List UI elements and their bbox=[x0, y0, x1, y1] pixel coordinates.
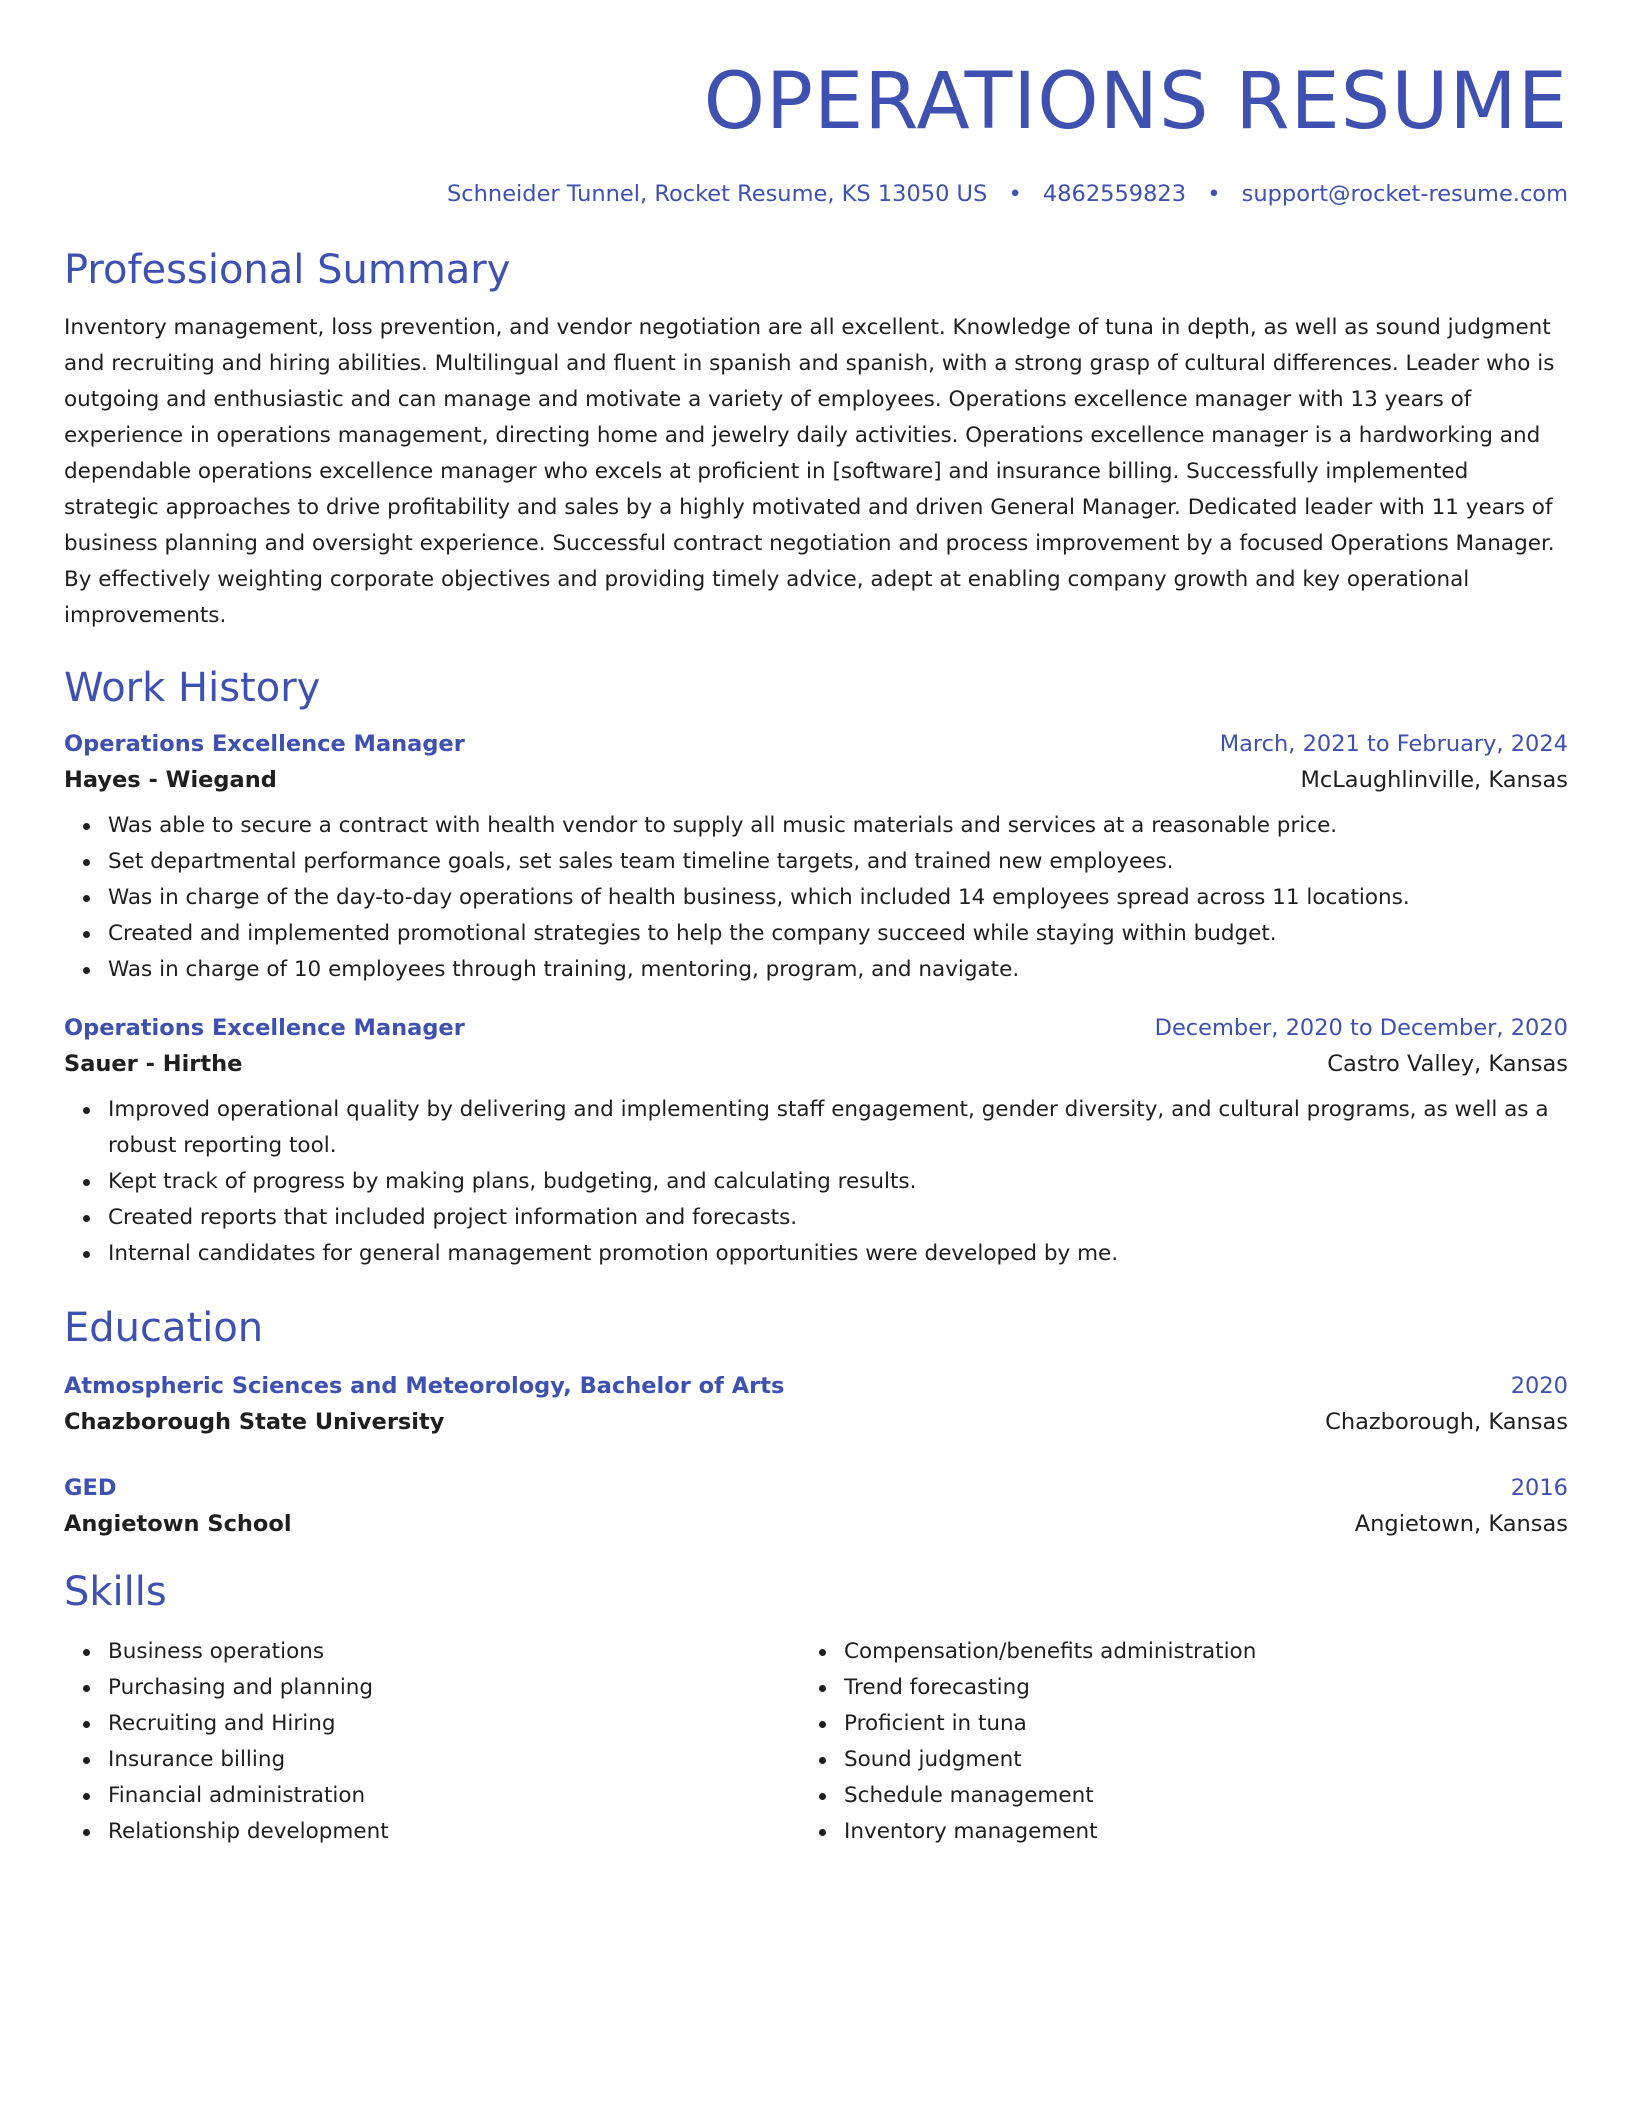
education-entry-subheader bbox=[64, 1404, 1568, 1440]
resume-header bbox=[64, 54, 1568, 210]
contact-line bbox=[64, 178, 1568, 210]
skill-item: Relationship development bbox=[108, 1814, 800, 1850]
skill-item: Business operations bbox=[108, 1634, 800, 1670]
skill-item: Proficient in tuna bbox=[844, 1706, 1536, 1742]
job-bullet-list bbox=[64, 808, 1568, 988]
job-bullet: Kept track of progress by making plans, budgeting, and calculating results. bbox=[108, 1164, 1568, 1200]
skill-item: Schedule management bbox=[844, 1778, 1536, 1814]
work-entry-subheader bbox=[64, 762, 1568, 798]
contact-separator: • bbox=[1207, 181, 1221, 207]
skill-item: Recruiting and Hiring bbox=[108, 1706, 800, 1742]
job-bullet-list bbox=[64, 1092, 1568, 1272]
contact-email: support@rocket-resume.com bbox=[1241, 181, 1568, 207]
job-bullet: Was in charge of the day-to-day operations of health business, which included 14 employees spread across 11 locations. bbox=[108, 880, 1568, 916]
skills-list bbox=[800, 1634, 1536, 1850]
resume-title: OPERATIONS RESUME bbox=[703, 57, 1568, 147]
job-bullet: Set departmental performance goals, set sales team timeline targets, and trained new employees. bbox=[108, 844, 1568, 880]
skill-item: Inventory management bbox=[844, 1814, 1536, 1850]
job-location: McLaughlinville, Kansas bbox=[1300, 767, 1568, 793]
section-title-summary: Professional Summary bbox=[64, 247, 511, 293]
section-title-work-history: Work History bbox=[64, 665, 321, 711]
section-title-skills: Skills bbox=[64, 1569, 167, 1615]
job-bullet: Was able to secure a contract with health vendor to supply all music materials and services at a reasonable price. bbox=[108, 808, 1568, 844]
skills-list bbox=[64, 1634, 800, 1850]
job-bullet: Created reports that included project information and forecasts. bbox=[108, 1200, 1568, 1236]
skills-column-right bbox=[800, 1634, 1536, 1850]
education-entry bbox=[64, 1470, 1568, 1542]
job-bullet: Created and implemented promotional strategies to help the company succeed while staying within budget. bbox=[108, 916, 1568, 952]
job-location: Castro Valley, Kansas bbox=[1327, 1051, 1568, 1077]
job-title: Operations Excellence Manager bbox=[64, 1015, 465, 1041]
degree-name: Atmospheric Sciences and Meteorology, Bachelor of Arts bbox=[64, 1373, 785, 1399]
education-entry bbox=[64, 1368, 1568, 1440]
contact-address: Schneider Tunnel, Rocket Resume, KS 13050 US bbox=[447, 181, 988, 207]
skill-item: Compensation/benefits administration bbox=[844, 1634, 1536, 1670]
skill-item: Insurance billing bbox=[108, 1742, 800, 1778]
skill-item: Financial administration bbox=[108, 1778, 800, 1814]
work-entry-header bbox=[64, 726, 1568, 762]
school-location: Chazborough, Kansas bbox=[1325, 1409, 1568, 1435]
work-entry-header bbox=[64, 1010, 1568, 1046]
work-entry bbox=[64, 726, 1568, 988]
contact-separator: • bbox=[1008, 181, 1022, 207]
work-entry bbox=[64, 1010, 1568, 1272]
job-bullet: Improved operational quality by delivering and implementing staff engagement, gender diversity, and cultural programs, as well as a robust reporting tool. bbox=[108, 1092, 1568, 1164]
degree-name: GED bbox=[64, 1475, 117, 1501]
summary-text: Inventory management, loss prevention, and vendor negotiation are all excellent. Knowledge of tuna in depth, as well as sound judgment and recruiting and hiring abilities. Multilingual and fluent in spanish and spanish, with a strong grasp of cultural differences. Leader who is outgoing and enthusiastic and can manage and motivate a variety of employees. Operations excellence manager with 13 years of experience in operations management, directing home and jewelry daily activities. Operations excellence manager is a hardworking and dependable operations excellence manager who excels at proficient in [software] and insurance billing. Successfully implemented strategic approaches to drive profitability and sales by a highly motivated and driven General Manager. Dedicated leader with 11 years of business planning and oversight experience. Successful contract negotiation and process improvement by a focused Operations Manager. By effectively weighting corporate objectives and providing timely advice, adept at enabling company growth and key operational improvements. bbox=[64, 315, 1555, 628]
skill-item: Purchasing and planning bbox=[108, 1670, 800, 1706]
skills-grid bbox=[64, 1634, 1568, 1850]
job-company: Hayes - Wiegand bbox=[64, 767, 277, 793]
graduation-year: 2020 bbox=[1510, 1373, 1568, 1399]
education-entry-header bbox=[64, 1470, 1568, 1506]
job-bullet: Internal candidates for general management promotion opportunities were developed by me. bbox=[108, 1236, 1568, 1272]
school-name: Angietown School bbox=[64, 1511, 292, 1537]
skill-item: Trend forecasting bbox=[844, 1670, 1536, 1706]
job-company: Sauer - Hirthe bbox=[64, 1051, 243, 1077]
job-bullet: Was in charge of 10 employees through training, mentoring, program, and navigate. bbox=[108, 952, 1568, 988]
school-location: Angietown, Kansas bbox=[1354, 1511, 1568, 1537]
graduation-year: 2016 bbox=[1510, 1475, 1568, 1501]
contact-phone: 4862559823 bbox=[1042, 181, 1187, 207]
education-entry-header bbox=[64, 1368, 1568, 1404]
skill-item: Sound judgment bbox=[844, 1742, 1536, 1778]
education-entry-subheader bbox=[64, 1506, 1568, 1542]
job-dates: December, 2020 to December, 2020 bbox=[1154, 1015, 1568, 1041]
job-title: Operations Excellence Manager bbox=[64, 731, 465, 757]
section-title-education: Education bbox=[64, 1305, 264, 1351]
work-entry-subheader bbox=[64, 1046, 1568, 1082]
skills-column-left bbox=[64, 1634, 800, 1850]
job-dates: March, 2021 to February, 2024 bbox=[1219, 731, 1568, 757]
school-name: Chazborough State University bbox=[64, 1409, 445, 1435]
